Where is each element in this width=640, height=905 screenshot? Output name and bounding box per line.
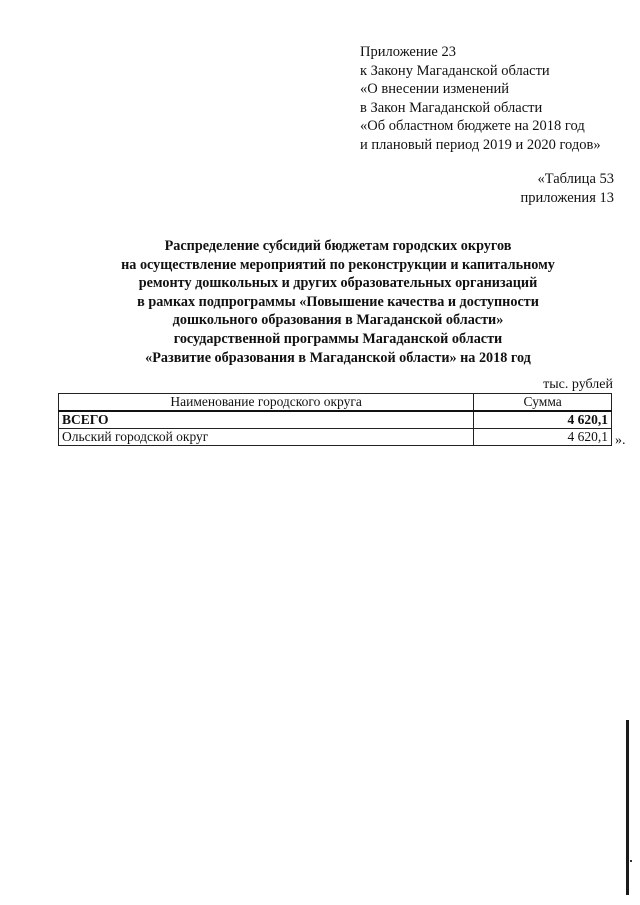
total-label: ВСЕГО [59,411,474,429]
total-sum: 4 620,1 [474,411,612,429]
appendix-line: в Закон Магаданской области [360,99,543,116]
district-sum: 4 620,1 [474,429,612,446]
appendix-line: к Закону Магаданской области [360,62,550,79]
document-title [60,237,616,367]
table-row [59,429,612,446]
header-sum: Сумма [474,394,612,412]
appendix-line: Приложение 23 [360,44,456,60]
appendix-line: «Об областном бюджете на 2018 год [360,118,585,135]
title-line: ремонту дошкольных и других образовательных организаций [138,275,538,292]
scan-edge-line [626,720,629,895]
units-label: тыс. рублей [543,377,613,392]
table-reference-line: приложения 13 [520,189,614,206]
table-header-row [59,394,612,412]
table-reference [521,170,614,207]
title-line: «Развитие образования в Магаданской области» на 2018 год [145,349,531,366]
subsidy-table [58,393,612,446]
appendix-line: и плановый период 2019 и 2020 годов» [360,136,601,153]
title-line: дошкольного образования в Магаданской области» [172,312,504,329]
scan-artifact [630,860,632,862]
title-line: государственной программы Магаданской области [173,330,503,347]
table-reference-line: «Таблица 53 [537,171,614,187]
closing-quote-mark: ». [615,433,626,448]
appendix-header [360,43,630,155]
header-district-name: Наименование городского округа [59,394,474,412]
title-line: на осуществление мероприятий по реконструкции и капитальному [121,256,555,273]
district-name: Ольский городской округ [59,429,474,446]
title-line: Распределение субсидий бюджетам городских округов [164,238,512,254]
appendix-line: «О внесении изменений [360,81,510,98]
title-line: в рамках подпрограммы «Повышение качества и доступности [137,293,539,310]
table-total-row [59,411,612,429]
